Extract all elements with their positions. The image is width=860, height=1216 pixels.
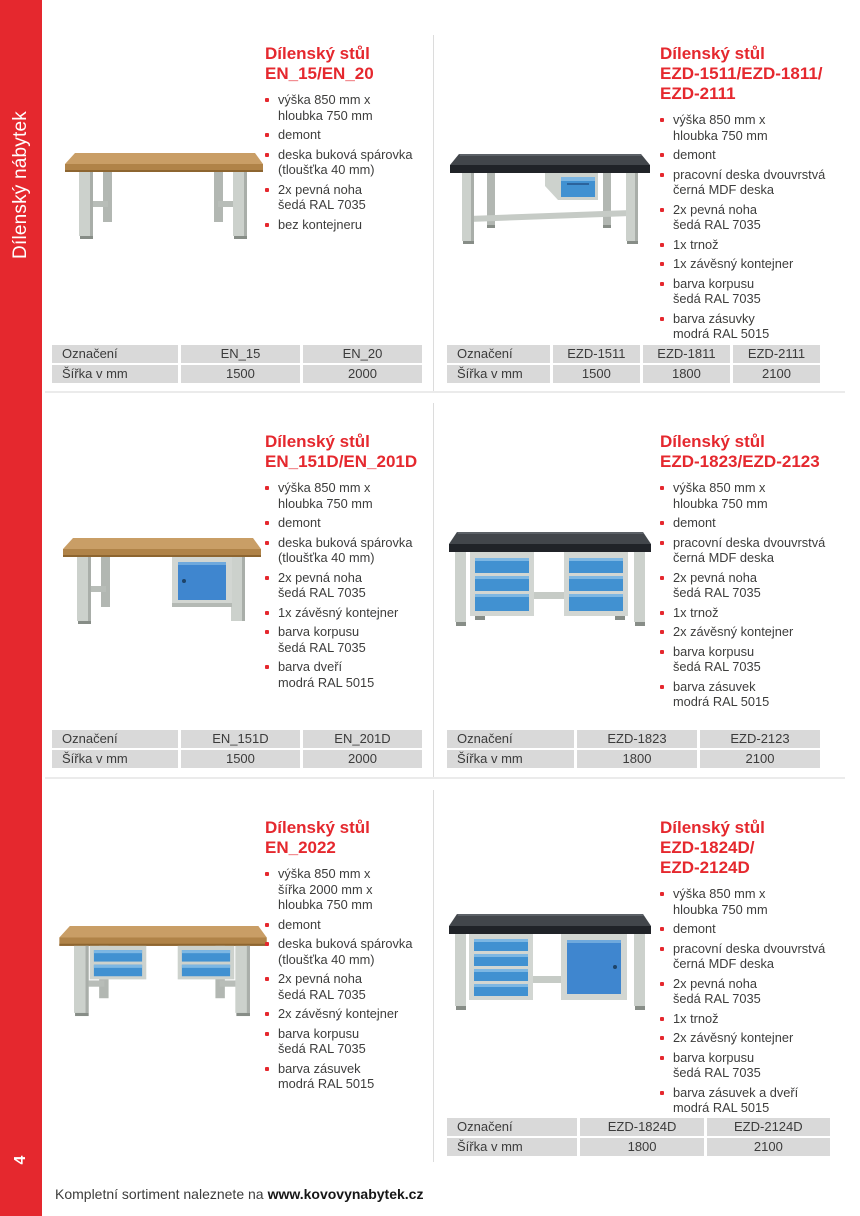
product-card-ezd1511 — [447, 30, 826, 390]
bullet-icon — [265, 98, 269, 102]
product-specs — [265, 866, 435, 1092]
spec-text — [673, 679, 769, 710]
spec-item — [265, 1061, 435, 1092]
spec-text — [278, 147, 412, 178]
spec-text — [673, 1085, 798, 1116]
product-title-line: EZD-1823/EZD-2123 — [660, 452, 820, 471]
spec-line: modrá RAL 5015 — [673, 1100, 770, 1115]
spec-line: 2x pevná noha — [673, 975, 757, 991]
spec-line: šedá RAL 7035 — [673, 991, 761, 1006]
bullet-icon — [660, 927, 664, 931]
spec-text — [673, 941, 825, 972]
spec-text — [278, 624, 366, 655]
bullet-icon — [660, 611, 664, 615]
spec-text — [278, 605, 398, 621]
spec-item — [265, 605, 435, 621]
workbench-illustration — [52, 905, 272, 1031]
table-cell: EZD-1811 — [643, 345, 730, 363]
spec-line: modrá RAL 5015 — [278, 674, 375, 690]
spec-item — [660, 237, 830, 253]
spec-line: (tloušťka 40 mm) — [278, 162, 375, 177]
spec-text — [673, 480, 768, 511]
spec-text — [278, 936, 412, 967]
product-title-line: EZD-1824D/ — [660, 838, 755, 857]
spec-item — [265, 182, 435, 213]
spec-line: barva korpusu — [673, 643, 755, 659]
spec-line: (tloušťka 40 mm) — [278, 550, 375, 565]
table-cell: EN_20 — [303, 345, 422, 363]
spec-text — [673, 976, 761, 1007]
bullet-icon — [660, 521, 664, 525]
spec-text — [673, 202, 761, 233]
bullet-icon — [660, 1091, 664, 1095]
row-divider — [45, 391, 845, 393]
table-cell: EZD-2111 — [733, 345, 820, 363]
table-cell: EZD-2123 — [700, 730, 820, 748]
spec-line: deska buková spárovka — [278, 936, 413, 951]
spec-item — [660, 480, 830, 511]
bullet-icon — [265, 153, 269, 157]
spec-text — [673, 112, 768, 143]
table-row-label: Šířka v mm — [447, 1138, 577, 1156]
bullet-icon — [265, 923, 269, 927]
spec-text — [278, 1061, 374, 1092]
product-image — [445, 518, 655, 638]
spec-line: modrá RAL 5015 — [673, 326, 770, 341]
spec-line: modrá RAL 5015 — [673, 694, 770, 709]
product-image — [445, 900, 655, 1020]
spec-item — [660, 276, 830, 307]
spec-text — [673, 256, 793, 272]
spec-line: modrá RAL 5015 — [278, 1076, 375, 1091]
spec-line: černá MDF deska — [673, 182, 774, 197]
bullet-icon — [265, 576, 269, 580]
spec-text — [278, 480, 373, 511]
table-cell: EZD-1823 — [577, 730, 697, 748]
spec-item — [265, 866, 435, 913]
spec-text — [673, 147, 716, 163]
spec-line: barva dveří — [278, 659, 343, 674]
spec-line: deska buková spárovka — [278, 146, 413, 162]
table-row-label: Označení — [447, 1118, 577, 1136]
product-card-ezd1824d — [447, 790, 830, 1160]
spec-text — [278, 971, 366, 1002]
spec-text — [673, 276, 761, 307]
product-title — [265, 44, 435, 84]
bullet-icon — [660, 153, 664, 157]
spec-item — [660, 311, 830, 342]
spec-line: hloubka 750 mm — [673, 495, 768, 511]
bullet-icon — [265, 942, 269, 946]
table-cell: EN_201D — [303, 730, 422, 748]
spec-text — [673, 1011, 719, 1027]
spec-line: 2x pevná noha — [673, 201, 757, 217]
table-cell: 2100 — [700, 750, 820, 768]
spec-text — [673, 644, 761, 675]
page-number: 4 — [12, 1155, 29, 1165]
table-cell: 1500 — [181, 365, 300, 383]
spec-text — [673, 570, 761, 601]
spec-line: výška 850 mm x — [673, 886, 766, 901]
product-image — [58, 133, 268, 253]
spec-item — [265, 570, 435, 601]
table-row-label: Šířka v mm — [447, 365, 550, 383]
footer-text: Kompletní sortiment naleznete na — [55, 1186, 264, 1202]
spec-item — [660, 256, 830, 272]
spec-line: hloubka 750 mm — [278, 897, 373, 912]
spec-text — [673, 515, 716, 531]
spec-line: demont — [278, 127, 321, 142]
product-table — [52, 345, 422, 383]
spec-line: deska buková spárovka — [278, 534, 413, 550]
spec-text — [278, 866, 373, 913]
spec-line: barva zásuvek a dveří — [673, 1084, 799, 1100]
spec-line: barva korpusu — [278, 1025, 360, 1041]
bullet-icon — [265, 1012, 269, 1016]
spec-line: hloubka 750 mm — [673, 127, 768, 143]
spec-text — [673, 886, 768, 917]
product-title-line: EZD-1511/EZD-1811/ — [660, 64, 823, 83]
bullet-icon — [660, 685, 664, 689]
spec-text — [673, 535, 825, 566]
spec-line: 1x trnož — [673, 604, 719, 620]
spec-item — [265, 217, 435, 233]
bullet-icon — [660, 1056, 664, 1060]
spec-item — [265, 659, 435, 690]
row-divider — [45, 777, 845, 779]
bullet-icon — [265, 486, 269, 490]
bullet-icon — [660, 630, 664, 634]
spec-text — [278, 917, 321, 933]
spec-item — [265, 535, 435, 566]
table-row-label: Šířka v mm — [447, 750, 574, 768]
product-specs — [660, 886, 830, 1116]
spec-line: demont — [673, 147, 716, 162]
spec-item — [660, 1050, 830, 1081]
product-title-line: Dílenský stůl — [265, 432, 370, 451]
spec-line: výška 850 mm x — [278, 866, 371, 881]
bullet-icon — [660, 576, 664, 580]
table-cell: EN_151D — [181, 730, 300, 748]
spec-line: šedá RAL 7035 — [278, 986, 366, 1002]
spec-item — [660, 535, 830, 566]
spec-line: pracovní deska dvouvrstvá — [673, 940, 826, 956]
product-specs — [660, 112, 830, 342]
spec-text — [673, 311, 769, 342]
bullet-icon — [660, 118, 664, 122]
product-title — [660, 818, 830, 878]
spec-line: (tloušťka 40 mm) — [278, 951, 375, 967]
product-title-line: EN_15/EN_20 — [265, 64, 374, 83]
workbench-illustration — [58, 133, 268, 253]
spec-line: šedá RAL 7035 — [278, 197, 366, 212]
bullet-icon — [265, 665, 269, 669]
spec-line: šedá RAL 7035 — [673, 291, 761, 306]
spec-line: barva zásuvek — [673, 678, 756, 694]
product-title-line: Dílenský stůl — [660, 44, 765, 63]
sidebar — [0, 0, 42, 1216]
table-cell: EN_15 — [181, 345, 300, 363]
spec-text — [278, 570, 366, 601]
spec-item — [660, 644, 830, 675]
spec-line: 2x závěsný kontejner — [673, 624, 794, 639]
spec-item — [265, 92, 435, 123]
spec-line: výška 850 mm x — [278, 92, 371, 107]
spec-line: 2x pevná noha — [673, 569, 757, 585]
spec-item — [265, 480, 435, 511]
bullet-icon — [265, 521, 269, 525]
product-table — [447, 730, 820, 768]
bullet-icon — [660, 947, 664, 951]
workbench-illustration — [445, 900, 655, 1020]
spec-line: 2x pevná noha — [278, 569, 362, 585]
product-card-en15-en20 — [52, 30, 422, 390]
product-title — [265, 818, 435, 858]
spec-item — [660, 886, 830, 917]
product-table — [52, 730, 422, 768]
spec-text — [278, 515, 321, 531]
spec-line: šířka 2000 mm x — [278, 881, 373, 897]
spec-line: hloubka 750 mm — [278, 495, 373, 511]
bullet-icon — [660, 1036, 664, 1040]
table-row-label: Označení — [52, 730, 178, 748]
spec-item — [660, 202, 830, 233]
product-title-line: Dílenský stůl — [660, 432, 765, 451]
bullet-icon — [660, 282, 664, 286]
bullet-icon — [265, 872, 269, 876]
spec-item — [660, 1011, 830, 1027]
bullet-icon — [265, 223, 269, 227]
bullet-icon — [660, 650, 664, 654]
table-cell: 1500 — [553, 365, 640, 383]
spec-text — [673, 1030, 793, 1046]
spec-line: hloubka 750 mm — [673, 901, 768, 917]
spec-item — [265, 1006, 435, 1022]
table-cell: 2000 — [303, 750, 422, 768]
bullet-icon — [660, 1017, 664, 1021]
spec-line: 1x závěsný kontejner — [278, 604, 399, 620]
table-row-label: Šířka v mm — [52, 365, 178, 383]
product-table — [447, 345, 820, 383]
spec-item — [265, 515, 435, 531]
spec-line: demont — [673, 515, 716, 530]
spec-item — [265, 971, 435, 1002]
spec-text — [278, 127, 321, 143]
spec-text — [278, 92, 373, 123]
bullet-icon — [660, 892, 664, 896]
spec-line: šedá RAL 7035 — [278, 1041, 366, 1056]
spec-item — [265, 127, 435, 143]
bullet-icon — [660, 173, 664, 177]
footer-url: www.kovovynabytek.cz — [267, 1186, 424, 1202]
bullet-icon — [660, 208, 664, 212]
bullet-icon — [265, 133, 269, 137]
spec-line: 2x pevná noha — [278, 971, 362, 986]
spec-text — [673, 605, 719, 621]
spec-line: barva korpusu — [673, 1049, 755, 1065]
spec-line: výška 850 mm x — [673, 112, 766, 127]
spec-line: barva korpusu — [278, 624, 360, 639]
table-cell: 1500 — [181, 750, 300, 768]
bullet-icon — [265, 977, 269, 981]
table-cell: 2000 — [303, 365, 422, 383]
bullet-icon — [265, 188, 269, 192]
bullet-icon — [660, 486, 664, 490]
spec-line: 1x trnož — [673, 236, 719, 252]
spec-line: barva korpusu — [673, 275, 755, 291]
spec-item — [660, 921, 830, 937]
spec-line: hloubka 750 mm — [278, 107, 373, 123]
spec-text — [278, 1026, 366, 1057]
spec-line: 2x závěsný kontejner — [673, 1030, 794, 1045]
table-row-label: Označení — [447, 730, 574, 748]
product-table — [447, 1118, 830, 1156]
product-title-line: EZD-2111 — [660, 84, 736, 103]
footer — [55, 1186, 423, 1202]
table-row-label: Označení — [52, 345, 178, 363]
spec-text — [673, 167, 825, 198]
spec-item — [660, 112, 830, 143]
spec-line: výška 850 mm x — [278, 480, 371, 495]
spec-line: pracovní deska dvouvrstvá — [673, 534, 826, 550]
product-title-line: Dílenský stůl — [265, 818, 370, 837]
product-image — [445, 138, 655, 258]
product-title — [265, 432, 435, 472]
spec-line: černá MDF deska — [673, 956, 774, 971]
table-cell: EZD-2124D — [707, 1118, 830, 1136]
product-card-en151d — [52, 400, 422, 775]
workbench-illustration — [445, 518, 655, 638]
spec-line: šedá RAL 7035 — [673, 217, 761, 232]
spec-item — [660, 941, 830, 972]
spec-item — [660, 605, 830, 621]
table-row-label: Šířka v mm — [52, 750, 178, 768]
spec-text — [673, 921, 716, 937]
table-cell: 2100 — [733, 365, 820, 383]
bullet-icon — [660, 317, 664, 321]
spec-text — [673, 237, 719, 253]
bullet-icon — [265, 1032, 269, 1036]
product-title-line: EZD-2124D — [660, 858, 750, 877]
sidebar-category-label: Dílenský nábytek — [10, 111, 31, 259]
spec-line: 1x závěsný kontejner — [673, 256, 794, 271]
spec-line: demont — [673, 921, 716, 936]
spec-item — [265, 147, 435, 178]
spec-item — [660, 167, 830, 198]
product-title — [660, 432, 830, 472]
spec-line: demont — [278, 515, 321, 530]
spec-text — [278, 535, 412, 566]
bullet-icon — [660, 982, 664, 986]
product-card-ezd1823 — [447, 400, 826, 775]
bullet-icon — [265, 1067, 269, 1071]
bullet-icon — [660, 262, 664, 266]
spec-line: šedá RAL 7035 — [278, 585, 366, 600]
spec-item — [265, 624, 435, 655]
spec-line: šedá RAL 7035 — [673, 585, 761, 600]
bullet-icon — [660, 541, 664, 545]
spec-line: bez kontejneru — [278, 216, 362, 232]
workbench-illustration — [56, 518, 266, 638]
spec-item — [660, 976, 830, 1007]
bullet-icon — [265, 611, 269, 615]
table-cell: 1800 — [580, 1138, 703, 1156]
table-row-label: Označení — [447, 345, 550, 363]
product-card-en2022 — [52, 790, 422, 1175]
spec-line: 2x závěsný kontejner — [278, 1006, 399, 1021]
product-title — [660, 44, 830, 104]
spec-item — [265, 917, 435, 933]
spec-text — [673, 1050, 761, 1081]
spec-item — [660, 1085, 830, 1116]
spec-item — [660, 515, 830, 531]
spec-item — [660, 624, 830, 640]
product-image — [52, 905, 272, 1031]
spec-line: barva zásuvky — [673, 310, 755, 326]
spec-line: barva zásuvek — [278, 1060, 361, 1076]
bullet-icon — [265, 541, 269, 545]
spec-text — [673, 624, 793, 640]
spec-line: 1x trnož — [673, 1010, 719, 1026]
spec-item — [660, 570, 830, 601]
spec-item — [265, 1026, 435, 1057]
spec-text — [278, 659, 374, 690]
spec-text — [278, 217, 362, 233]
bullet-icon — [660, 243, 664, 247]
product-title-line: EN_151D/EN_201D — [265, 452, 418, 471]
product-title-line: Dílenský stůl — [265, 44, 370, 63]
table-cell: EZD-1511 — [553, 345, 640, 363]
spec-text — [278, 182, 366, 213]
spec-line: černá MDF deska — [673, 550, 774, 565]
product-specs — [265, 92, 435, 232]
product-title-line: EN_2022 — [265, 838, 336, 857]
table-cell: 2100 — [707, 1138, 830, 1156]
spec-line: výška 850 mm x — [673, 480, 766, 495]
spec-line: pracovní deska dvouvrstvá — [673, 166, 826, 182]
product-specs — [660, 480, 830, 710]
spec-line: demont — [278, 916, 321, 932]
spec-line: šedá RAL 7035 — [673, 1065, 761, 1080]
product-specs — [265, 480, 435, 690]
spec-line: šedá RAL 7035 — [278, 639, 366, 655]
table-cell: 1800 — [577, 750, 697, 768]
spec-item — [660, 679, 830, 710]
bullet-icon — [265, 630, 269, 634]
table-cell: 1800 — [643, 365, 730, 383]
spec-item — [660, 147, 830, 163]
spec-item — [660, 1030, 830, 1046]
spec-item — [265, 936, 435, 967]
spec-text — [278, 1006, 398, 1022]
table-cell: EZD-1824D — [580, 1118, 703, 1136]
spec-line: 2x pevná noha — [278, 181, 362, 197]
spec-line: šedá RAL 7035 — [673, 659, 761, 674]
product-image — [56, 518, 266, 638]
product-title-line: Dílenský stůl — [660, 818, 765, 837]
workbench-illustration — [445, 138, 655, 258]
